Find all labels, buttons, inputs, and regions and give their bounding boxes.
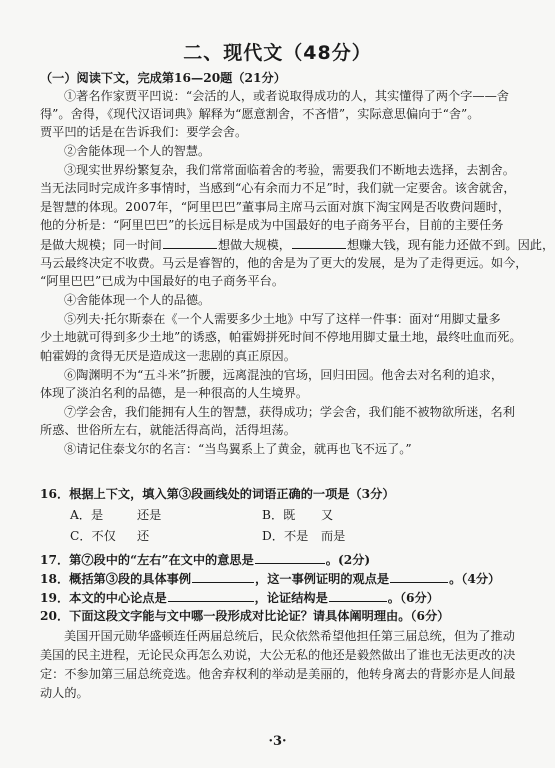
section-title: 二、现代文（48分）	[183, 42, 372, 64]
paragraph-3-line-6: 马云最终决定不收费。马云是睿智的，他的舍是为了更大的发展，是为了走得更远。如今，	[40, 256, 528, 270]
paragraph-6-line-2: 体现了淡泊名利的品德，是一种很高的人生境界。	[40, 386, 309, 400]
q18-text-a: 18．概括第③段的具体事例	[40, 572, 192, 586]
paragraph-6-line-1: ⑥陶渊明不为“五斗米”折腰，远离混浊的官场，回归田园。他舍去对名利的追求，	[64, 368, 504, 382]
paragraph-7-line-2: 所惑、世俗所左右，就能活得高尚，活得坦荡。	[40, 423, 296, 437]
question-19	[40, 589, 530, 606]
q18-text-b: ，这一事例证明的观点是	[255, 572, 390, 586]
paragraph-3-line-3: 是智慧的体现。2007年，“阿里巴巴”董事局主席马云面对旗下淘宝网是否收费问题时，	[40, 200, 511, 214]
q16-option-a-second: 还是	[137, 508, 162, 522]
q20-passage-line-3: 定：不参加第三届总统竞选。他舍弃权利的举动是美丽的，他转身离去的背影亦是人间最	[40, 667, 516, 681]
q18-answer-blank-2[interactable]	[390, 570, 448, 583]
q19-answer-blank-1[interactable]	[168, 589, 254, 602]
paragraph-3-line-7: “阿里巴巴”已成为中国最好的电子商务平台。	[40, 274, 285, 288]
reading-instructions: （一）阅读下文，完成第16—20题（21分）	[40, 71, 286, 85]
underline-blank-1	[163, 236, 217, 249]
paragraph-3-line-4: 他的分析是：“阿里巴巴”的长远目标是成为中国最好的电子商务平台，目前的主要任务	[40, 218, 504, 232]
paragraph-3-text-b: 想做大规模，	[217, 238, 291, 252]
q19-text-c: 。（6分）	[387, 591, 439, 605]
question-16-stem: 16．根据上下文，填入第③段画线处的词语正确的一项是（3分）	[40, 487, 395, 501]
q18-text-c: 。（4分）	[449, 572, 501, 586]
paragraph-3-line-1: ③现实世界纷繁复杂，我们常常面临着舍的考验，需要我们不断地去选择，去割舍。	[64, 163, 515, 177]
underline-blank-2	[292, 236, 346, 249]
page-number: ·3·	[268, 734, 287, 749]
paragraph-2: ②舍能体现一个人的智慧。	[64, 144, 211, 158]
question-17	[40, 551, 530, 568]
q20-passage-line-2: 美国的民主进程，无论民众再怎么劝说，大公无私的他还是毅然做出了谁也无法更改的决	[40, 648, 516, 662]
q16-option-c-first: C．不仅	[70, 529, 116, 543]
q16-option-d-second: 而是	[321, 529, 346, 543]
paragraph-1-line-1: ①著名作家贾平凹说：“会活的人，或者说取得成功的人，其实懂得了两个字——舍	[64, 89, 509, 103]
q20-passage-line-4: 动人的。	[40, 686, 89, 700]
q17-answer-blank[interactable]	[255, 551, 325, 564]
paragraph-5-line-1: ⑤列夫·托尔斯泰在《一个人需要多少土地》中写了这样一件事：面对“用脚丈量多	[64, 312, 501, 326]
q19-text-a: 19．本文的中心论点是	[40, 591, 167, 605]
q16-option-c-second: 还	[137, 529, 150, 543]
q19-text-b: ，论证结构是	[254, 591, 328, 605]
paragraph-1-line-3: 贾平凹的话是在告诉我们：要学会舍。	[40, 125, 248, 139]
q19-answer-blank-2[interactable]	[329, 589, 387, 602]
q17-text-b: 。(2分)	[325, 553, 371, 567]
paragraph-5-line-2: 少土地就可得到多少土地”的诱惑，帕霍姆拼死时间不停地用脚丈量土地，最终吐血而死。	[40, 330, 522, 344]
paragraph-3-text-c: 想赚大钱，现有能力还做不到。因此，	[347, 238, 555, 252]
paragraph-8: ⑧请记住泰戈尔的名言：“当鸟翼系上了黄金，就再也飞不远了。”	[64, 442, 412, 456]
question-20-stem: 20．下面这段文字能与文中哪一段形成对比论证？请具体阐明理由。（6分）	[40, 609, 450, 623]
paragraph-3-text-a: 是做大规模；同一时间	[40, 238, 162, 252]
q18-answer-blank-1[interactable]	[192, 570, 254, 583]
question-18	[40, 570, 530, 587]
paragraph-4: ④舍能体现一个人的品德。	[64, 293, 211, 307]
q16-option-b-second: 又	[321, 508, 334, 522]
q16-option-d-first: D．不是	[262, 529, 309, 543]
q16-option-a-first: A．是	[70, 508, 104, 522]
q20-passage-line-1: 美国开国元勋华盛顿连任两届总统后，民众依然希望他担任第三届总统，但为了推动	[64, 629, 515, 643]
paragraph-3-line-2: 当无法同时完成许多事情时，当感到“心有余而力不足”时，我们就一定要舍。该舍就舍，	[40, 181, 516, 195]
paragraph-1-line-2: 得”。舍得，《现代汉语词典》解释为“愿意割舍，不吝惜”，实际意思偏向于“舍”。	[40, 107, 480, 121]
paragraph-5-line-3: 帕霍姆的贪得无厌是造成这一悲剧的真正原因。	[40, 349, 296, 363]
q16-option-b-first: B．既	[262, 508, 296, 522]
paragraph-3-line-5	[40, 236, 555, 253]
q17-text-a: 17．第⑦段中的“左右”在文中的意思是	[40, 553, 254, 567]
paragraph-7-line-1: ⑦学会舍，我们能拥有人生的智慧，获得成功；学会舍，我们能不被物欲所迷，名利	[64, 405, 515, 419]
